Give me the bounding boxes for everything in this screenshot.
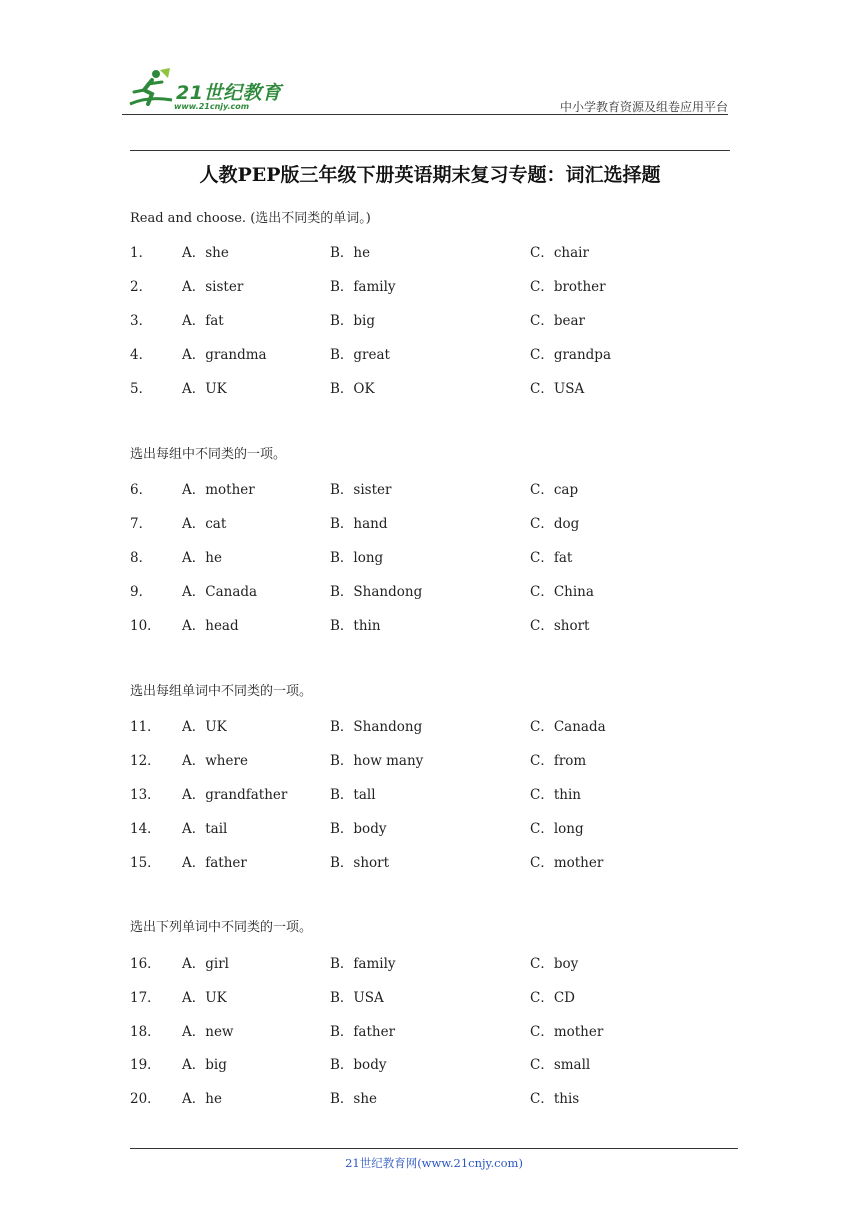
option-c: C．fat [530, 550, 573, 566]
option-a: A．where [182, 753, 248, 769]
option-c: C．mother [530, 1024, 604, 1040]
question-number: 3． [130, 313, 153, 329]
runner-logo-icon [122, 66, 178, 110]
question-row [130, 1053, 730, 1073]
question-number: 14． [130, 821, 161, 837]
question-row [130, 614, 730, 634]
question-row [130, 241, 730, 261]
option-b: B．family [330, 279, 396, 295]
question-row [130, 343, 730, 363]
option-b: B．long [330, 550, 384, 566]
option-a: A．UK [182, 990, 227, 1006]
question-number: 6． [130, 482, 153, 498]
question-number: 18． [130, 1024, 161, 1040]
option-c: C．small [530, 1057, 591, 1073]
option-a: A．sister [182, 279, 244, 295]
option-a: A．he [182, 1091, 222, 1107]
section-instruction: Read and choose. (选出不同类的单词。) [130, 211, 371, 226]
option-b: B．sister [330, 482, 392, 498]
option-b: B．how many [330, 753, 424, 769]
question-row [130, 1020, 730, 1040]
question-row [130, 275, 730, 295]
page-title: 人教PEP版三年级下册英语期末复习专题：词汇选择题 [199, 164, 661, 186]
question-number: 10． [130, 618, 161, 634]
option-a: A．cat [182, 516, 227, 532]
question-row [130, 783, 730, 803]
option-c: C．CD [530, 990, 575, 1006]
question-number: 13． [130, 787, 161, 803]
question-row [130, 512, 730, 532]
option-a: A．big [182, 1057, 227, 1073]
option-c: C．grandpa [530, 347, 611, 363]
question-number: 4． [130, 347, 153, 363]
option-b: B．body [330, 1057, 387, 1073]
option-c: C．boy [530, 956, 579, 972]
question-number: 17． [130, 990, 161, 1006]
question-row [130, 1087, 730, 1107]
option-b: B．Shandong [330, 719, 423, 735]
question-number: 2． [130, 279, 153, 295]
question-row [130, 309, 730, 329]
question-number: 8． [130, 550, 153, 566]
question-row [130, 986, 730, 1006]
logo-url: www.21cnjy.com [174, 102, 250, 111]
question-row [130, 952, 730, 972]
logo [122, 66, 292, 112]
option-c: C．China [530, 584, 594, 600]
option-a: A．head [182, 618, 239, 634]
question-number: 7． [130, 516, 153, 532]
option-a: A．girl [182, 956, 229, 972]
option-c: C．cap [530, 482, 579, 498]
option-b: B．tall [330, 787, 376, 803]
option-b: B．father [330, 1024, 396, 1040]
header-tagline: 中小学教育资源及组卷应用平台 [559, 100, 728, 114]
option-b: B．family [330, 956, 396, 972]
question-number: 16． [130, 956, 161, 972]
option-c: C．thin [530, 787, 581, 803]
header-divider [122, 114, 728, 115]
option-b: B．big [330, 313, 376, 329]
option-a: A．father [182, 855, 247, 871]
option-b: B．OK [330, 381, 375, 397]
option-b: B．hand [330, 516, 388, 532]
question-row [130, 546, 730, 566]
question-row [130, 749, 730, 769]
question-row [130, 851, 730, 871]
option-c: C．chair [530, 245, 589, 261]
question-number: 1． [130, 245, 153, 261]
question-row [130, 817, 730, 837]
option-b: B．USA [330, 990, 384, 1006]
logo-text: 21世纪教育 [176, 82, 282, 104]
question-row [130, 580, 730, 600]
question-number: 15． [130, 855, 161, 871]
footer-link[interactable]: 21世纪教育网(www.21cnjy.com) [345, 1156, 523, 1170]
title-divider [130, 150, 730, 151]
option-a: A．tail [182, 821, 228, 837]
option-c: C．mother [530, 855, 604, 871]
question-number: 20． [130, 1091, 161, 1107]
option-b: B．Shandong [330, 584, 423, 600]
section-instruction: 选出每组单词中不同类的一项。 [130, 684, 313, 699]
question-number: 19． [130, 1057, 161, 1073]
option-c: C．long [530, 821, 584, 837]
option-b: B．great [330, 347, 390, 363]
option-b: B．body [330, 821, 387, 837]
option-c: C．Canada [530, 719, 606, 735]
footer-divider [130, 1148, 738, 1149]
question-number: 5． [130, 381, 153, 397]
option-c: C．USA [530, 381, 585, 397]
option-a: A．new [182, 1024, 234, 1040]
option-a: A．fat [182, 313, 224, 329]
option-a: A．she [182, 245, 229, 261]
option-b: B．she [330, 1091, 378, 1107]
question-row [130, 715, 730, 735]
option-c: C．this [530, 1091, 580, 1107]
option-a: A．mother [182, 482, 255, 498]
option-b: B．short [330, 855, 390, 871]
question-number: 11． [130, 719, 161, 735]
question-row [130, 377, 730, 397]
option-c: C．bear [530, 313, 585, 329]
option-a: A．grandma [182, 347, 267, 363]
option-a: A．Canada [182, 584, 258, 600]
option-b: B．thin [330, 618, 381, 634]
option-a: A．he [182, 550, 222, 566]
option-a: A．UK [182, 719, 227, 735]
option-a: A．grandfather [182, 787, 288, 803]
question-row [130, 478, 730, 498]
question-number: 9． [130, 584, 153, 600]
option-c: C．dog [530, 516, 580, 532]
page-header [122, 66, 728, 116]
option-c: C．from [530, 753, 587, 769]
option-c: C．brother [530, 279, 606, 295]
section-instruction: 选出每组中不同类的一项。 [130, 447, 287, 462]
option-b: B．he [330, 245, 371, 261]
section-instruction: 选出下列单词中不同类的一项。 [130, 920, 313, 935]
option-a: A．UK [182, 381, 227, 397]
question-number: 12． [130, 753, 161, 769]
option-c: C．short [530, 618, 590, 634]
